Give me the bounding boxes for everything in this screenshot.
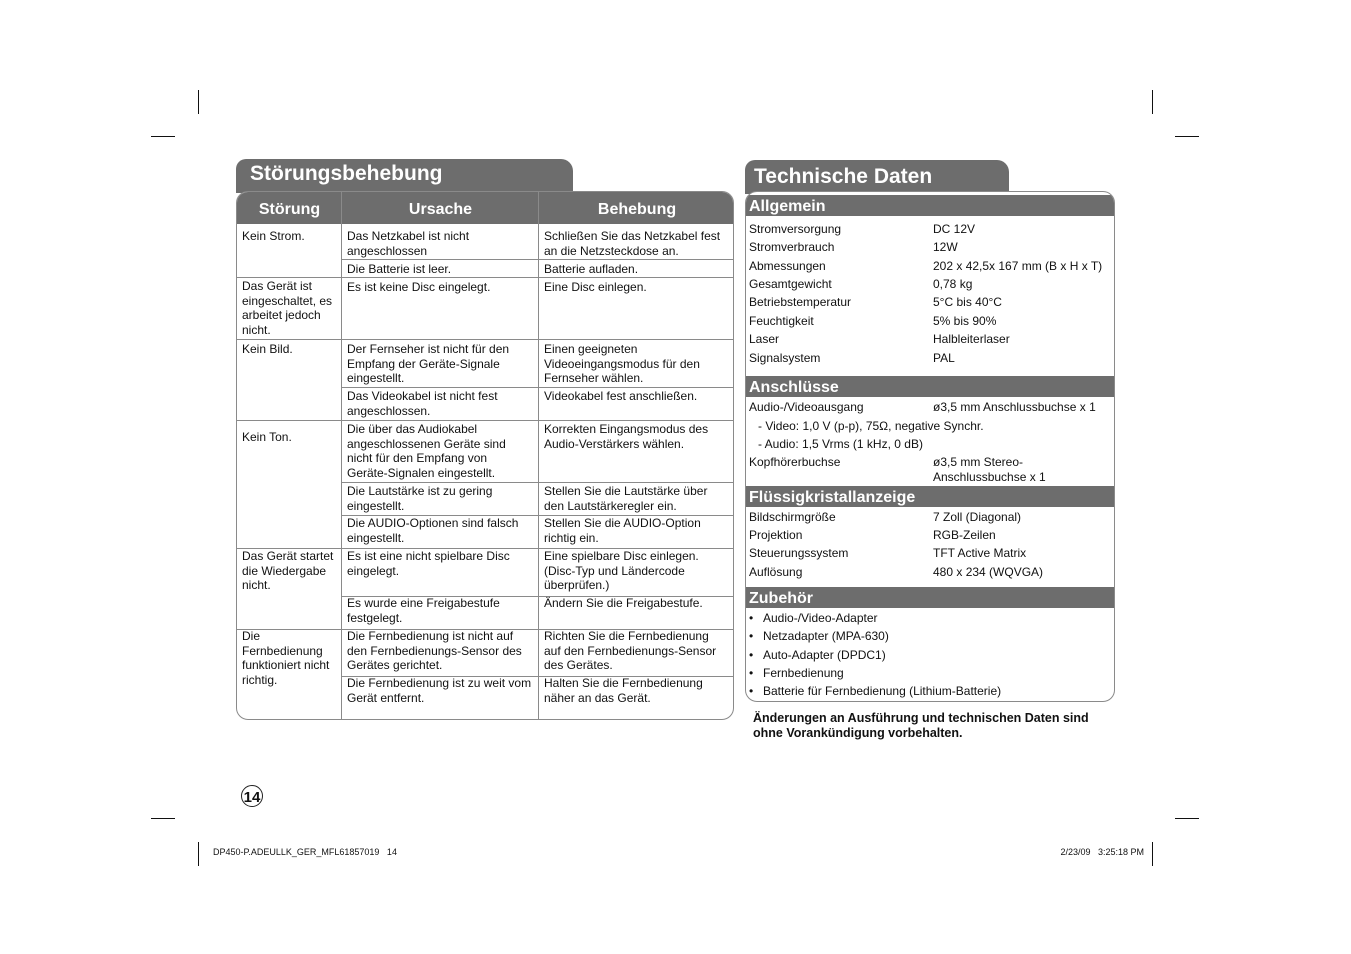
table-cell-problem: Kein Strom. — [242, 229, 305, 243]
crop-mark — [198, 842, 199, 866]
table-cell-fix: Videokabel fest anschließen. — [544, 389, 698, 403]
column-divider — [341, 192, 342, 719]
crop-mark — [1175, 136, 1199, 137]
table-cell-cause: Es ist eine nicht spielbare Disc eingelegt. — [347, 549, 510, 578]
table-cell-problem: Kein Ton. — [242, 430, 292, 444]
troubleshooting-title: Störungsbehebung — [250, 162, 443, 185]
column-divider — [538, 192, 539, 719]
header-ursache: Ursache — [408, 201, 473, 218]
spec-label: Bildschirmgröße — [749, 510, 836, 524]
row-divider — [342, 482, 733, 483]
spec-value: 12W — [933, 240, 958, 254]
spec-value: ø3,5 mm Anschlussbuchse x 1 — [933, 400, 1096, 414]
spec-value: PAL — [933, 351, 955, 365]
table-cell-cause: Das Videokabel ist nicht fest angeschlossen. — [347, 389, 498, 418]
spec-label: Audio-/Videoausgang — [749, 400, 864, 414]
table-cell-fix: Batterie aufladen. — [544, 262, 639, 276]
spec-label: Kopfhörerbuchse — [749, 455, 841, 469]
spec-value: DC 12V — [933, 222, 976, 236]
spec-value: TFT Active Matrix — [933, 546, 1027, 560]
spec-value: ø3,5 mm Stereo- Anschlussbuchse x 1 — [933, 455, 1046, 484]
table-cell-problem: Das Gerät ist eingeschaltet, es arbeitet jedoch nicht. — [242, 279, 333, 337]
table-cell-cause: Die Lautstärke ist zu gering eingestellt. — [347, 484, 493, 513]
spec-label: Betriebstemperatur — [749, 295, 852, 309]
allgemein-heading: Allgemein — [746, 195, 1114, 216]
table-cell-fix: Halten Sie die Fernbedienung näher an das Gerät. — [544, 676, 703, 705]
crop-mark — [1152, 90, 1153, 114]
table-cell-fix: Schließen Sie das Netzkabel fest an die Netzsteckdose an. — [544, 229, 721, 258]
lcd-heading: Flüssigkristallanzeige — [746, 486, 1114, 507]
accessory-item: Auto-Adapter (DPDC1) — [763, 648, 886, 662]
crop-mark — [1175, 818, 1199, 819]
crop-mark — [151, 818, 175, 819]
bullet-icon: • — [749, 629, 754, 643]
page-number: 14 — [241, 785, 263, 807]
crop-mark — [198, 90, 199, 114]
table-cell-cause: Es wurde eine Freigabestufe festgelegt. — [347, 596, 500, 625]
spec-label: Steuerungssystem — [749, 546, 849, 560]
table-cell-cause: Die Fernbedienung ist zu weit vom Gerät entfernt. — [347, 676, 532, 705]
row-divider — [237, 277, 733, 278]
tech-data-title: Technische Daten — [754, 165, 933, 188]
header-behebung: Behebung — [597, 201, 677, 218]
table-cell-cause: Das Netzkabel ist nicht angeschlossen — [347, 229, 470, 258]
table-cell-problem: Das Gerät startet die Wiedergabe nicht. — [242, 549, 334, 593]
accessory-item: Batterie für Fernbedienung (Lithium-Batterie) — [763, 684, 1002, 698]
troubleshooting-title-tab — [236, 159, 573, 193]
table-cell-cause: Die AUDIO-Optionen sind falsch eingestellt. — [347, 516, 519, 545]
header-stoerung: Störung — [258, 201, 321, 218]
spec-label: Feuchtigkeit — [749, 314, 814, 328]
tech-data-panel — [745, 191, 1115, 702]
table-cell-fix: Ändern Sie die Freigabestufe. — [544, 596, 703, 610]
table-cell-fix: Einen geeigneten Videoeingangsmodus für den Fernseher wählen. — [544, 342, 700, 386]
spec-label: Stromverbrauch — [749, 240, 835, 254]
spec-subline: - Audio: 1,5 Vrms (1 kHz, 0 dB) — [758, 437, 923, 451]
spec-value: 0,78 kg — [933, 277, 973, 291]
spec-value: RGB-Zeilen — [933, 528, 996, 542]
table-cell-fix: Richten Sie die Fernbedienung auf den Fernbedienungs-Sensor des Gerätes. — [544, 629, 717, 673]
bullet-icon: • — [749, 684, 754, 698]
accessory-item: Fernbedienung — [763, 666, 844, 680]
spec-value: 5°C bis 40°C — [933, 295, 1002, 309]
table-cell-problem: Kein Bild. — [242, 342, 293, 356]
spec-value: 5% bis 90% — [933, 314, 997, 328]
crop-mark — [1152, 842, 1153, 866]
row-divider — [342, 387, 733, 388]
table-cell-fix: Eine Disc einlegen. — [544, 280, 647, 294]
spec-label: Gesamtgewicht — [749, 277, 832, 291]
table-cell-cause: Die Batterie ist leer. — [347, 262, 452, 276]
spec-label: Projektion — [749, 528, 803, 542]
row-divider — [342, 259, 733, 260]
footer-left: DP450-P.ADEULLK_GER_MFL61857019 14 — [213, 847, 397, 857]
spec-label: Stromversorgung — [749, 222, 842, 236]
spec-label: Signalsystem — [749, 351, 821, 365]
accessory-item: Audio-/Video-Adapter — [763, 611, 878, 625]
bullet-icon: • — [749, 648, 754, 662]
spec-label: Abmessungen — [749, 259, 826, 273]
crop-mark — [151, 136, 175, 137]
row-divider — [237, 420, 733, 421]
anschluesse-heading: Anschlüsse — [746, 376, 1114, 397]
table-cell-cause: Die über das Audiokabel angeschlossenen Geräte sind nicht für den Empfang von Geräte-Signalen eingestellt. — [347, 422, 506, 480]
table-cell-fix: Stellen Sie die Lautstärke über den Lautstärkeregler ein. — [544, 484, 708, 513]
table-cell-cause: Es ist keine Disc eingelegt. — [347, 280, 491, 294]
spec-value: 202 x 42,5x 167 mm (B x H x T) — [933, 259, 1103, 273]
table-cell-cause: Der Fernseher ist nicht für den Empfang der Geräte-Signale eingestellt. — [347, 342, 510, 386]
table-cell-cause: Die Fernbedienung ist nicht auf den Fernbedienungs-Sensor des Gerätes gerichtet. — [347, 629, 522, 673]
table-cell-fix: Stellen Sie die AUDIO-Option richtig ein. — [544, 516, 701, 545]
table-cell-problem: Die Fernbedienung funktioniert nicht richtig. — [242, 629, 330, 687]
table-cell-fix: Eine spielbare Disc einlegen. (Disc-Typ und Ländercode überprüfen.) — [544, 549, 699, 593]
row-divider — [237, 339, 733, 340]
spec-value: 480 x 234 (WQVGA) — [933, 565, 1044, 579]
spec-label: Auflösung — [749, 565, 803, 579]
zubehoer-heading: Zubehör — [746, 587, 1114, 608]
spec-value: 7 Zoll (Diagonal) — [933, 510, 1022, 524]
footer-right: 2/23/09 3:25:18 PM — [1060, 847, 1144, 857]
spec-value: Halbleiterlaser — [933, 332, 1010, 346]
bullet-icon: • — [749, 611, 754, 625]
spec-subline: - Video: 1,0 V (p-p), 75Ω, negative Synchr. — [758, 419, 984, 433]
troubleshooting-table — [236, 191, 734, 720]
spec-label: Laser — [749, 332, 780, 346]
tech-data-title-tab — [745, 160, 1009, 194]
accessory-item: Netzadapter (MPA-630) — [763, 629, 889, 643]
bullet-icon: • — [749, 666, 754, 680]
change-notice: Änderungen an Ausführung und technischen Daten sind ohne Vorankündigung vorbehalten. — [753, 711, 1089, 740]
table-cell-fix: Korrekten Eingangsmodus des Audio-Verstärkers wählen. — [544, 422, 709, 451]
